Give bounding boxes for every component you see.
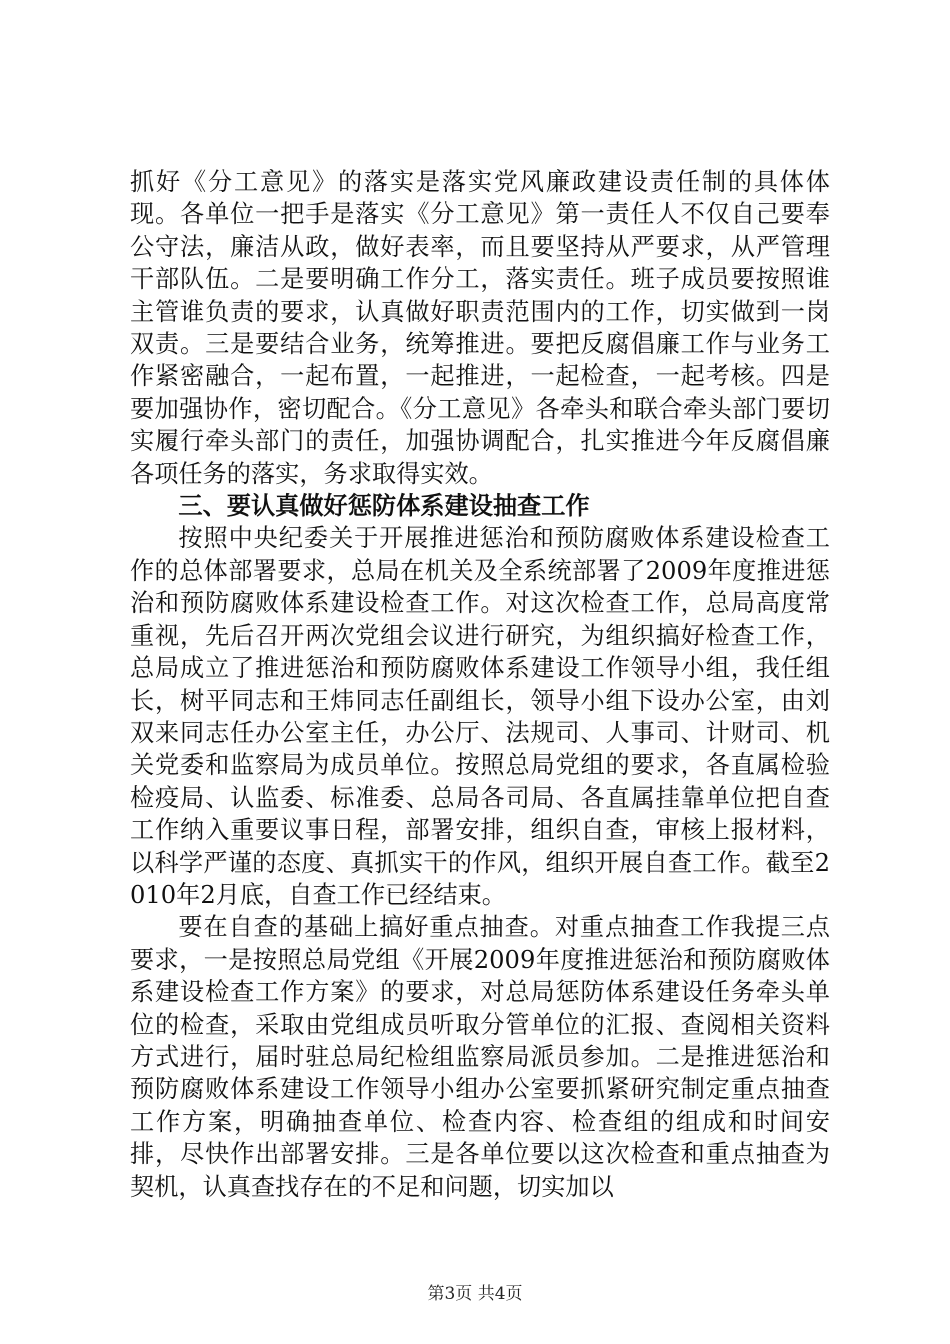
page-number-footer: 第3页 共4页	[427, 1284, 523, 1304]
document-body	[130, 166, 830, 1203]
section-heading: 三、要认真做好惩防体系建设抽查工作	[178, 492, 590, 521]
body-paragraph: 要在自查的基础上搞好重点抽查。对重点抽查工作我提三点要求，一是按照总局党组《开展2009年度推进惩治和预防腐败体系建设检查工作方案》的要求，对总局惩防体系建设任务牵头单位的检查，采取由党组成员听取分管单位的汇报、查阅相关资料方式进行，届时驻总局纪检组监察局派员参加。二是推进惩治和预防腐败体系建设工作领导小组办公室要抓紧研究制定重点抽查工作方案，明确抽查单位、检查内容、检查组的组成和时间安排，尽快作出部署安排。三是各单位要以这次检查和重点抽查为契机，认真查找存在的不足和问题，切实加以	[130, 913, 830, 1201]
body-paragraph: 抓好《分工意见》的落实是落实党风廉政建设责任制的具体体现。各单位一把手是落实《分工意见》第一责任人不仅自己要奉公守法，廉洁从政，做好表率，而且要坚持从严要求，从严管理干部队伍。二是要明确工作分工，落实责任。班子成员要按照谁主管谁负责的要求，认真做好职责范围内的工作，切实做到一岗双责。三是要结合业务，统筹推进。要把反腐倡廉工作与业务工作紧密融合，一起布置，一起推进，一起检查，一起考核。四是要加强协作，密切配合。《分工意见》各牵头和联合牵头部门要切实履行牵头部门的责任，加强协调配合，扎实推进今年反腐倡廉各项任务的落实，务求取得实效。	[130, 168, 830, 488]
body-paragraph: 按照中央纪委关于开展推进惩治和预防腐败体系建设检查工作的总体部署要求，总局在机关及全系统部署了2009年度推进惩治和预防腐败体系建设检查工作。对这次检查工作，总局高度常重视，先后召开两次党组会议进行研究，为组织搞好检查工作，总局成立了推进惩治和预防腐败体系建设工作领导小组，我任组长，树平同志和王炜同志任副组长，领导小组下设办公室，由刘双来同志任办公室主任，办公厅、法规司、人事司、计财司、机关党委和监察局为成员单位。按照总局党组的要求，各直属检验检疫局、认监委、标准委、总局各司局、各直属挂靠单位把自查工作纳入重要议事日程，部署安排，组织自查，审核上报材料，以科学严谨的态度、真抓实干的作风，组织开展自查工作。截至2010年2月底，自查工作已经结束。	[130, 524, 830, 909]
